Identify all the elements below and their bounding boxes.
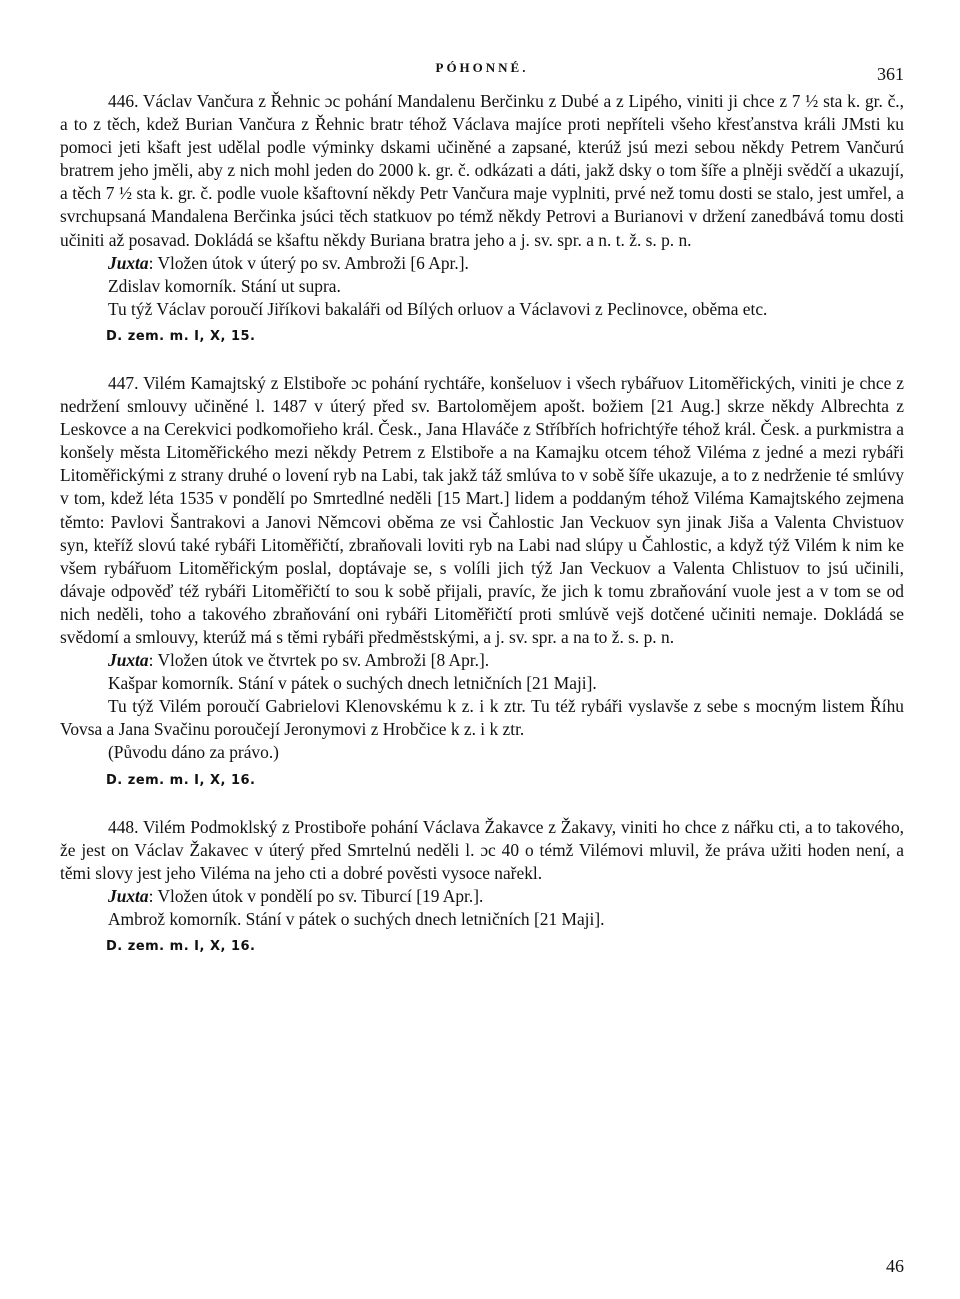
note-line: Zdislav komorník. Stání ut supra. [108, 275, 341, 296]
juxta-line [60, 885, 904, 908]
note-line: Ambrož komorník. Stání v pátek o suchých dnech letničních [21 Maji]. [108, 908, 605, 929]
juxta-label: Juxta [108, 252, 149, 273]
source-reference: D. zem. m. I, X, 15. [106, 328, 256, 344]
note-line: (Původu dáno za právo.) [108, 742, 279, 763]
source-reference: D. zem. m. I, X, 16. [106, 772, 256, 788]
entry-text: 446. Václav Vančura z Řehnic ɔc pohání Mandalenu Berčinku z Dubé a z Lipého, viniti ji chce z 7 ½ sta k. gr. č., a to z těch, kdež Burian Vančura z Řehnic bratr téhož Václava majíce proti nepříteli všeho křesťanstva králi JMsti ku pomoci jeti kšaft jest udělal podle výminky dskami učiněné a zapsané, kterúž jsú mezi sebou někdy Petrem Vančurú bratrem jeho jměli, aby z nich mohl jeden do 2000 k. gr. č. odkázati a dáti, jakž dsky o tom šíře a plněji svědčí a ukazují, a těch 7 ½ sta k. gr. č. podle vuole kšaftovní někdy Petr Vančura maje vyplniti, prvé než tomu dosti se stalo, jest umřel, a svrchupsaná Mandalena Berčinka jsúci těch statkuov po témž někdy Petrovi a Burianovi v držení zanedbává tomu dosti učiniti až posavad. Dokládá se kšaftu někdy Buriana bratra jeho a j. sv. spr. a n. t. ž. s. p. n. [60, 91, 904, 250]
juxta-text: : Vložen útok v pondělí po sv. Tiburcí [19 Apr.]. [148, 885, 484, 906]
signature-mark: 46 [886, 1256, 904, 1276]
entry-text: 448. Vilém Podmoklský z Prostiboře pohání Václava Žakavce z Žakavy, viniti ho chce z nářku cti, a to takového, že jest on Václav Žakavec v úterý před Smrtelnú neděli l. ɔc 40 o témž Vilémovi mluvil, že práva užiti hoden není, a těmi slovy jest jeho Viléma na jeho cti a dobré pověsti vysoce nařekl. [60, 816, 904, 883]
note-line: Tu týž Václav poroučí Jiříkovi bakaláři od Bílých orluov a Václavovi z Peclinovce, oběma etc. [108, 298, 768, 319]
entry-448 [60, 816, 904, 954]
juxta-label: Juxta [108, 650, 149, 671]
juxta-text: : Vložen útok v úterý po sv. Ambroži [6 Apr.]. [148, 252, 469, 273]
note-line: Tu týž Vilém poroučí Gabrielovi Klenovskému k z. i k ztr. Tu též rybáři vyslavše z sebe s mocným listem Říhu Vovsa a Jana Svačinu poroučejí Jeronymovi z Hrobčice k z. i k ztr. [60, 696, 904, 740]
juxta-line [60, 252, 904, 275]
page-number: 361 [877, 64, 904, 84]
running-title: PÓHONNÉ. [435, 60, 529, 75]
entry-446 [60, 90, 904, 344]
note-line: Kašpar komorník. Stání v pátek o suchých dnech letničních [21 Maji]. [108, 673, 597, 694]
source-reference: D. zem. m. I, X, 16. [106, 939, 256, 954]
entry-text: 447. Vilém Kamajtský z Elstiboře ɔc pohání rychtáře, konšeluov i všech rybářuov Litoměřických, viniti je chce z nedržení smlouvy učiněné l. 1487 v úterý před sv. Bartolomějem apošt. božiem [21 Aug.] skrze někdy Albrechta z Leskovce a na Cerekvici podkomořieho král. Česk., Jana Hlaváče z Stříbřích hofrichtýře téhož král. Česk. a purkmistra a konšely města Litoměřického mezi někdy Petrem z Elstiboře a na Kamajku otcem téhož Viléma z jedné a mezi rybáři Litoměřickými z strany druhé o lovení ryb na Labi, tak jakž táž smlúva to v sobě šíře ukazuje, a to z nedrženie té smlúvy v tom, kdež léta 1535 v pondělí po Smrtedlné neděli [15 Mart.] lidem a poddaným téhož Viléma Kamajtského zejmena těmto: Pavlovi Šantrakovi a Janovi Němcovi oběma ze vsi Čahlostic Jan Veckuov syn jinak Jiša a Valenta Chvistuov syn, kteříž slovú také rybáři Litoměřičtí, zbraňovali loviti ryb na Labi nad slúpy u Čahlostic, a když týž Vilém k nim ke všem rybářuom Litoměřickým poslal, doptávaje se, s volíli jich týž Jan Veckuov a Valenta Chlistuov to jsú učinili, dávaje odpověď též rybáři Litoměřičtí to sou k sobě přijali, pravíc, že jich k tomu zbraňování vuole jest a v tom se od nich neděli, toho a takového zbraňování oni rybáři Litoměřičtí proti smlúvě vejš dotčené učiniti nemaje. Dokládá se svědomí a smlouvy, kterúž má s těmi rybáři předměstskými, a j. sv. spr. a na to ž. s. p. n. [60, 372, 904, 647]
juxta-text: : Vložen útok ve čtvrtek po sv. Ambroži [8 Apr.]. [148, 650, 490, 671]
juxta-line [60, 649, 904, 672]
entry-447 [60, 372, 904, 788]
page-header [60, 56, 904, 90]
document-page [60, 56, 904, 1276]
juxta-label: Juxta [108, 885, 149, 906]
